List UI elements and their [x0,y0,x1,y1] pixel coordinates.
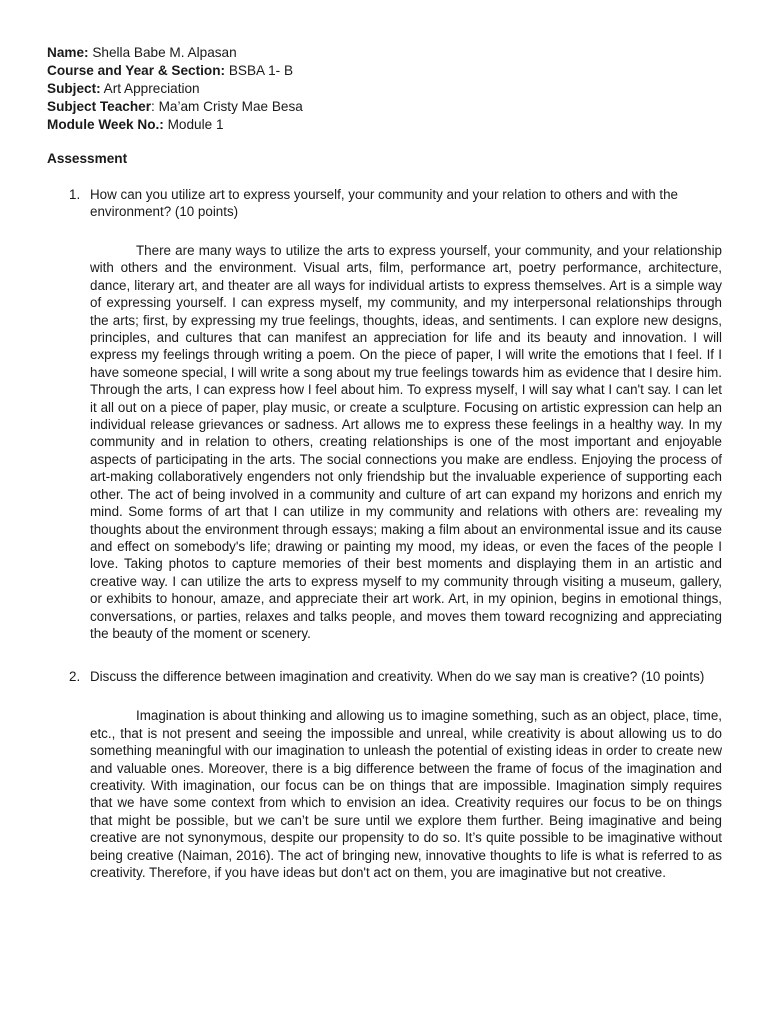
teacher-label: Subject Teacher [47,99,152,114]
question-number: 2. [69,669,81,685]
subject-value: Art Appreciation [100,81,200,96]
course-value: BSBA 1- B [225,63,294,78]
module-value: Module 1 [163,117,224,132]
course-label: Course and Year & Section: [47,63,226,78]
subject-label: Subject: [47,81,101,96]
module-line [47,116,722,134]
answer-1: There are many ways to utilize the arts to express yourself, your community, and your relationship with others and the environment. Visual arts, film, performance art, poetry performance, architecture, dance, literary art, and theater are all ways for individual artists to express themselves. Art is a simple way of expressing yourself. I can express myself, my community, and my interpersonal relationships through the arts; first, by expressing my true feelings, thoughts, ideas, and sentiments. I can explore new designs, principles, and cultures that can manifest an appreciation for life and its beauty and innovation. I will express my feelings through writing a poem. On the piece of paper, I will write the emotions that I feel. If I have someone special, I will write a song about my true feelings towards him as evidence that I desire him. Through the arts, I can express how I feel about him. To express myself, I will say what I can't say. I can let it all out on a piece of paper, play music, or create a sculpture. Focusing on artistic expression can help an individual release grievances or sadness. Art allows me to express these feelings in a healthy way. In my community and in relation to others, creating relationships is one of the most important and enjoyable aspects of participating in the arts. The social connections you make are endless. Enjoying the process of art-making collaboratively engenders not only friendship but the invaluable experience of supporting each other. The act of being involved in a community and culture of art can expand my horizons and enrich my mind. Some forms of art that I can utilize in my community and relations with others are: revealing my thoughts about the environment through essays; making a film about an environmental issue and its cause and effect on somebody's life; drawing or painting my mood, my ideas, or even the faces of the people I love. Taking photos to capture memories of their best moments and displaying them in an artistic and creative way. I can utilize the arts to express myself to my community through visiting a museum, gallery, or exhibits to honour, amaze, and appreciate their art work. Art, in my opinion, begins in emotional things, conversations, or parties, relaxes and talks people, and moves them toward recognizing and appreciating the beauty of the moment or scenery. [90,243,722,641]
question-text: Discuss the difference between imagination and creativity. When do we say man is creative? (10 points) [90,669,705,685]
question-text: How can you utilize art to express yourself, your community and your relation to others and with the environment? (10 points) [90,187,678,219]
assessment-heading: Assessment [47,151,128,166]
name-value: Shella Babe M. Alpasan [88,45,237,60]
name-line [47,44,722,62]
course-line [47,62,722,80]
answer-2: Imagination is about thinking and allowing us to imagine something, such as an object, place, time, etc., that is not present and seeing the impossible and unreal, while creativity is about allowing us to do something meaningful with our imagination to unleash the potential of existing ideas in order to create new and valuable ones. Moreover, there is a big difference between the frame of focus of the imagination and creativity. With imagination, our focus can be on things that are impossible. Imagination simply requires that we have some context from which to envision an idea. Creativity requires our focus to be on things that might be possible, but we can’t be sure until we explore them further. Being imaginative and being creative are not synonymous, despite our propensity to do so. It’s quite possible to be imaginative without being creative (Naiman, 2016). The act of bringing new, innovative thoughts to life is what is referred to as creativity. Therefore, if you have ideas but don't act on them, you are imaginative but not creative. [90,708,722,880]
module-label: Module Week No.: [47,117,164,132]
question-number: 1. [69,187,81,202]
teacher-value: : Ma’am Cristy Mae Besa [151,99,303,114]
question-2 [47,668,722,685]
name-label: Name: [47,45,89,60]
subject-line [47,80,722,98]
question-1 [47,186,722,220]
teacher-line [47,98,722,116]
student-info-block [47,44,722,134]
